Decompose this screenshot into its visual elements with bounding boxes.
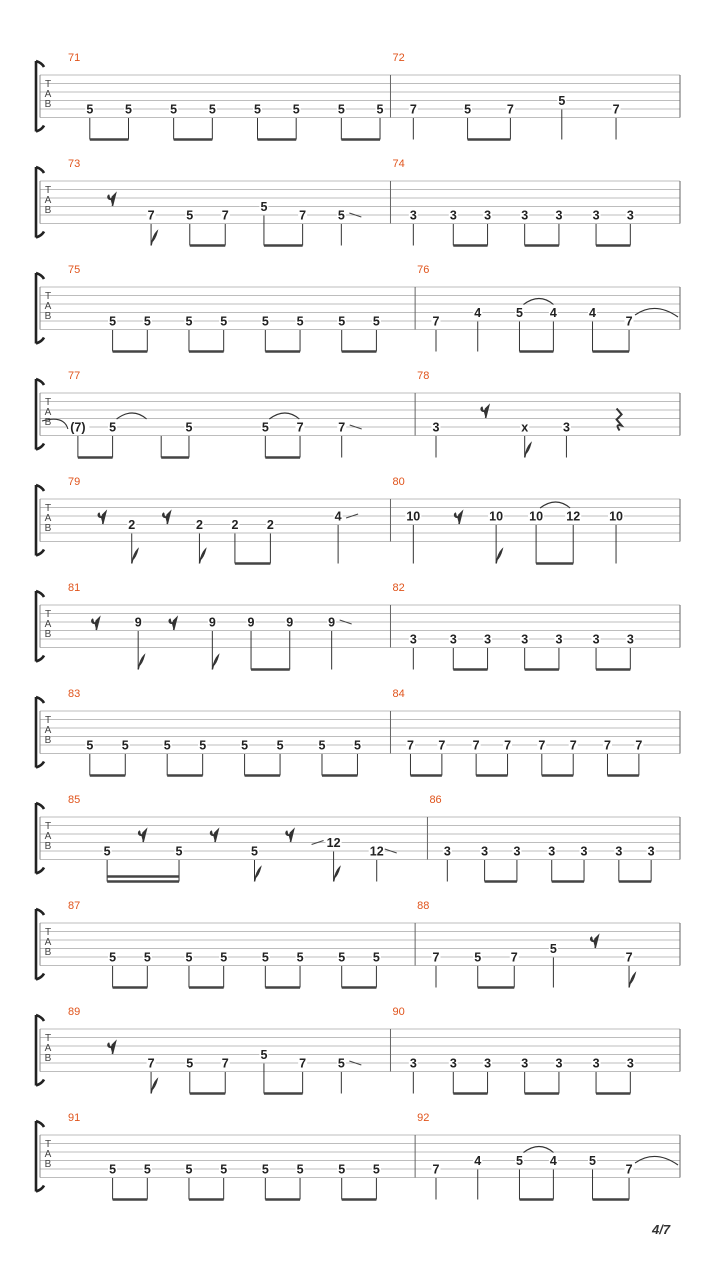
fret-number: 5: [109, 950, 117, 965]
fret-number: 7: [299, 208, 307, 223]
fret-number: 7: [635, 738, 643, 753]
fret-number: 9: [208, 615, 216, 630]
measure-number: 87: [68, 900, 81, 912]
fret-number: 3: [626, 1056, 634, 1071]
fret-number: 5: [109, 314, 117, 329]
eighth-rest: [108, 194, 115, 206]
fret-number: 5: [318, 738, 326, 753]
fret-number: 5: [109, 420, 117, 435]
fret-number: 3: [443, 844, 451, 859]
fret-number: 5: [175, 844, 183, 859]
fret-number: x: [521, 420, 529, 435]
fret-number: 5: [254, 102, 261, 117]
measure-number: 71: [68, 52, 81, 64]
fret-number: 7: [221, 1056, 229, 1071]
fret-number: 7: [299, 1056, 307, 1071]
fret-number: 3: [562, 420, 570, 435]
fret-number: 3: [592, 208, 600, 223]
eighth-rest: [98, 512, 105, 524]
fret-number: 3: [626, 632, 634, 647]
fret-number: 5: [185, 420, 193, 435]
measure-number: 72: [392, 52, 405, 64]
fret-number: 3: [409, 208, 417, 223]
fret-number: 5: [143, 314, 151, 329]
fret-number: 5: [170, 102, 178, 117]
fret-number: 7: [406, 738, 414, 753]
measure-number: 80: [392, 476, 405, 488]
fret-number: 7: [612, 102, 620, 117]
fret-number: 5: [296, 1162, 304, 1177]
fret-number: 3: [484, 1056, 492, 1071]
fret-number: 5: [143, 950, 151, 965]
fret-number: 5: [337, 208, 345, 223]
eighth-rest: [455, 512, 462, 524]
fret-number: 3: [555, 208, 563, 223]
tab-clef-letter: T: [44, 715, 52, 726]
fret-number: 5: [186, 208, 194, 223]
fret-number: 3: [521, 1056, 529, 1071]
fret-number: 12: [566, 509, 581, 524]
fret-number: 5: [185, 314, 193, 329]
tab-clef-letter: A: [44, 1149, 52, 1160]
fret-number: 3: [449, 208, 457, 223]
fret-number: 5: [276, 738, 284, 753]
tab-clef-letter: B: [44, 523, 52, 534]
eighth-rest: [591, 936, 598, 948]
fret-number: 7: [409, 102, 417, 117]
fret-number: 3: [484, 632, 492, 647]
measure-number: 84: [392, 688, 405, 700]
fret-number: 3: [484, 208, 492, 223]
tab-clef-letter: T: [44, 79, 52, 90]
note-flag: [212, 656, 218, 670]
fret-number: 10: [406, 509, 421, 524]
fret-number: (7): [70, 420, 86, 435]
fret-number: 5: [589, 1154, 596, 1168]
tab-clef-letter: B: [44, 99, 52, 110]
fret-number: 5: [220, 950, 228, 965]
eighth-rest: [286, 830, 293, 842]
fret-number: 5: [186, 1056, 194, 1071]
fret-number: 7: [432, 950, 440, 965]
fret-number: 10: [529, 509, 544, 524]
fret-number: 5: [261, 420, 269, 435]
tab-clef-letter: B: [44, 311, 52, 322]
fret-number: 2: [128, 518, 136, 532]
fret-number: 9: [247, 615, 255, 630]
page-number: 4/7: [652, 1222, 671, 1237]
fret-number: 5: [103, 844, 111, 859]
fret-number: 5: [143, 1162, 151, 1177]
eighth-rest: [211, 830, 218, 842]
tab-clef-letter: T: [44, 503, 52, 514]
fret-number: 5: [86, 738, 94, 753]
fret-number: 5: [199, 738, 207, 753]
note-flag: [525, 444, 531, 458]
measure-number: 74: [392, 158, 405, 170]
fret-number: 9: [286, 615, 294, 630]
fret-number: 7: [147, 1056, 155, 1071]
tab-clef-letter: T: [44, 397, 52, 408]
fret-number: 9: [134, 615, 142, 630]
tab-clef-letter: B: [44, 735, 52, 746]
fret-number: 7: [569, 738, 577, 753]
fret-number: 5: [337, 1056, 345, 1071]
fret-number: 5: [121, 738, 129, 753]
tab-clef-letter: A: [44, 619, 52, 630]
fret-number: 4: [334, 509, 342, 524]
fret-number: 3: [647, 844, 655, 859]
fret-number: 3: [555, 632, 563, 647]
fret-number: 5: [515, 306, 523, 320]
fret-number: 3: [513, 844, 521, 859]
fret-number: 5: [549, 942, 557, 956]
fret-number: 3: [580, 844, 588, 859]
fret-number: 5: [251, 844, 258, 859]
fret-number: 5: [296, 950, 304, 965]
fret-number: 5: [261, 950, 269, 965]
fret-number: 3: [626, 208, 634, 223]
fret-number: 7: [510, 950, 518, 965]
tab-clef-letter: T: [44, 927, 52, 938]
measure-number: 92: [417, 1112, 430, 1124]
note-flag: [255, 868, 261, 882]
fret-number: 3: [409, 632, 417, 647]
fret-number: 5: [372, 950, 380, 965]
fret-number: 5: [515, 1154, 523, 1168]
tab-clef-letter: B: [44, 1159, 52, 1170]
fret-number: 7: [504, 738, 512, 753]
tab-clef-letter: A: [44, 407, 52, 418]
fret-number: 10: [609, 509, 623, 524]
fret-number: 5: [338, 1162, 346, 1177]
fret-number: 5: [220, 1162, 228, 1177]
note-flag: [138, 656, 144, 670]
fret-number: 7: [438, 738, 446, 753]
fret-number: 5: [185, 950, 193, 965]
tab-clef-letter: T: [44, 1139, 52, 1150]
measure-number: 79: [68, 476, 81, 488]
measure-number: 85: [68, 794, 81, 806]
fret-number: 3: [521, 632, 529, 647]
fret-number: 7: [625, 1162, 633, 1177]
measure-number: 89: [68, 1006, 81, 1018]
fret-number: 5: [260, 1048, 268, 1062]
note-flag: [132, 550, 138, 564]
fret-number: 12: [369, 844, 384, 859]
tab-clef-letter: T: [44, 1033, 52, 1044]
tab-clef-letter: B: [44, 417, 52, 428]
fret-number: 5: [260, 200, 268, 214]
fret-number: 2: [195, 518, 203, 532]
tab-clef-letter: T: [44, 821, 52, 832]
tab-clef-letter: B: [44, 841, 52, 852]
tab-clef-letter: A: [44, 1043, 52, 1054]
fret-number: 5: [185, 1162, 193, 1177]
tab-clef-letter: A: [44, 89, 52, 100]
fret-number: 3: [449, 1056, 457, 1071]
fret-number: 5: [208, 102, 216, 117]
fret-number: 5: [241, 738, 249, 753]
tab-clef-letter: T: [44, 291, 52, 302]
note-flag: [496, 550, 502, 564]
fret-number: 5: [474, 950, 482, 965]
note-flag: [629, 974, 635, 988]
eighth-rest: [481, 406, 488, 418]
fret-number: 2: [266, 518, 274, 532]
tab-clef-letter: B: [44, 947, 52, 958]
fret-number: 7: [221, 208, 229, 223]
tab-clef-letter: A: [44, 937, 52, 948]
fret-number: 7: [506, 102, 514, 117]
fret-number: 7: [432, 314, 440, 329]
tab-clef-letter: A: [44, 513, 52, 524]
fret-number: 5: [338, 314, 346, 329]
measure-number: 90: [392, 1006, 405, 1018]
fret-number: 7: [147, 208, 155, 223]
tab-clef-letter: T: [44, 185, 52, 196]
fret-number: 5: [261, 1162, 269, 1177]
fret-number: 3: [615, 844, 623, 859]
fret-number: 5: [261, 314, 269, 329]
fret-number: 5: [338, 950, 346, 965]
fret-number: 5: [163, 738, 171, 753]
fret-number: 7: [338, 420, 346, 435]
tab-clef-letter: A: [44, 301, 52, 312]
fret-number: 3: [449, 632, 457, 647]
tab-clef-letter: A: [44, 725, 52, 736]
fret-number: 7: [472, 738, 480, 753]
fret-number: 3: [592, 632, 600, 647]
fret-number: 5: [353, 738, 361, 753]
fret-number: 4: [589, 306, 596, 320]
measure-number: 83: [68, 688, 81, 700]
measure-number: 78: [417, 370, 430, 382]
measure-number: 75: [68, 264, 81, 276]
fret-number: 5: [464, 102, 472, 117]
fret-number: 5: [558, 94, 566, 108]
measure-number: 86: [429, 794, 442, 806]
fret-number: 4: [474, 306, 482, 320]
tab-clef-letter: B: [44, 1053, 52, 1064]
note-flag: [334, 868, 340, 882]
fret-number: 4: [474, 1154, 482, 1168]
fret-number: 12: [326, 836, 341, 850]
fret-number: 2: [231, 518, 239, 532]
fret-number: 5: [372, 1162, 380, 1177]
fret-number: 3: [592, 1056, 600, 1071]
measure-number: 77: [68, 370, 81, 382]
tab-clef-letter: B: [44, 629, 52, 640]
fret-number: 7: [432, 1162, 440, 1177]
eighth-rest: [108, 1042, 115, 1054]
tab-clef-letter: T: [44, 609, 52, 620]
eighth-rest: [169, 618, 176, 630]
fret-number: 7: [603, 738, 611, 753]
eighth-rest: [163, 512, 170, 524]
tab-clef-letter: B: [44, 205, 52, 216]
fret-number: 5: [125, 102, 132, 117]
eighth-rest: [92, 618, 99, 630]
fret-number: 3: [481, 844, 489, 859]
fret-number: 7: [538, 738, 546, 753]
fret-number: 5: [372, 314, 380, 329]
fret-number: 3: [521, 208, 529, 223]
measure-number: 82: [392, 582, 405, 594]
measure-number: 81: [68, 582, 81, 594]
fret-number: 5: [337, 102, 345, 117]
fret-number: 7: [296, 420, 304, 435]
measure-number: 76: [417, 264, 430, 276]
fret-number: 5: [86, 102, 94, 117]
fret-number: 5: [109, 1162, 117, 1177]
fret-number: 7: [625, 314, 633, 329]
fret-number: 5: [292, 102, 300, 117]
fret-number: 7: [625, 950, 633, 965]
fret-number: 3: [409, 1056, 417, 1071]
tab-clef-letter: A: [44, 831, 52, 842]
fret-number: 10: [489, 509, 504, 524]
measure-number: 88: [417, 900, 430, 912]
fret-number: 4: [549, 1154, 557, 1168]
tab-clef-letter: A: [44, 195, 52, 206]
fret-number: 3: [432, 420, 440, 435]
fret-number: 5: [220, 314, 228, 329]
note-flag: [151, 232, 157, 246]
fret-number: 5: [376, 102, 384, 117]
fret-number: 4: [549, 306, 557, 320]
fret-number: 3: [555, 1056, 563, 1071]
eighth-rest: [139, 830, 146, 842]
fret-number: 3: [548, 844, 556, 859]
measure-number: 73: [68, 158, 81, 170]
fret-number: 5: [296, 314, 304, 329]
note-flag: [199, 550, 205, 564]
note-flag: [151, 1080, 157, 1094]
fret-number: 9: [328, 615, 336, 630]
measure-number: 91: [68, 1112, 81, 1124]
